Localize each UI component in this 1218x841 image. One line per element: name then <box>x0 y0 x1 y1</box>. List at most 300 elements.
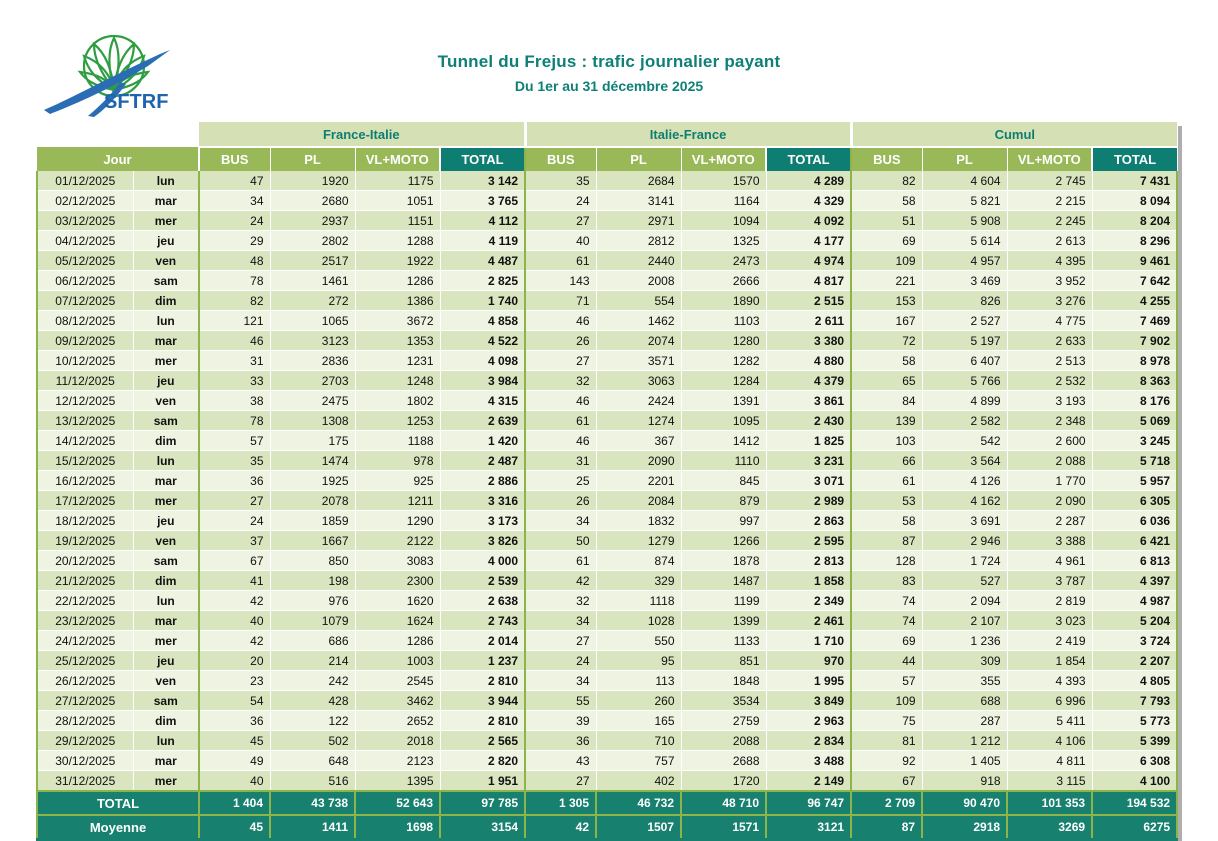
value-cell: 6 813 <box>1092 551 1177 571</box>
value-cell: 1 212 <box>922 731 1007 751</box>
day-cell: lun <box>133 731 199 751</box>
value-cell: 57 <box>851 671 922 691</box>
group-header-row <box>37 122 1177 147</box>
value-cell: 978 <box>355 451 440 471</box>
value-cell: 8 296 <box>1092 231 1177 251</box>
value-cell: 27 <box>525 211 596 231</box>
day-cell: dim <box>133 291 199 311</box>
value-cell: 9 461 <box>1092 251 1177 271</box>
logo-text: SFTRF <box>104 91 169 113</box>
value-cell: 7 902 <box>1092 331 1177 351</box>
value-cell: 402 <box>596 771 681 792</box>
value-cell: 1 405 <box>922 751 1007 771</box>
value-cell: 32 <box>525 371 596 391</box>
value-cell: 3 115 <box>1007 771 1092 792</box>
total-row <box>37 791 1177 815</box>
value-cell: 109 <box>851 251 922 271</box>
total-row-value: 97 785 <box>440 791 525 815</box>
value-cell: 1028 <box>596 611 681 631</box>
value-cell: 2 532 <box>1007 371 1092 391</box>
value-cell: 1325 <box>681 231 766 251</box>
page-subtitle: Du 1er au 31 décembre 2025 <box>514 78 704 94</box>
value-cell: 879 <box>681 491 766 511</box>
value-cell: 4 395 <box>1007 251 1092 271</box>
value-cell: 2 348 <box>1007 411 1092 431</box>
date-cell: 05/12/2025 <box>37 251 133 271</box>
value-cell: 845 <box>681 471 766 491</box>
value-cell: 3 984 <box>440 371 525 391</box>
value-cell: 874 <box>596 551 681 571</box>
value-cell: 2 810 <box>440 671 525 691</box>
mean-row-value: 1507 <box>596 815 681 840</box>
value-cell: 925 <box>355 471 440 491</box>
value-cell: 1878 <box>681 551 766 571</box>
mean-row-value: 42 <box>525 815 596 840</box>
value-cell: 2 487 <box>440 451 525 471</box>
value-cell: 1279 <box>596 531 681 551</box>
value-cell: 1353 <box>355 331 440 351</box>
table-row <box>37 311 1177 331</box>
value-cell: 2 863 <box>766 511 851 531</box>
value-cell: 918 <box>922 771 1007 792</box>
value-cell: 4 522 <box>440 331 525 351</box>
value-cell: 67 <box>199 551 270 571</box>
value-cell: 5 614 <box>922 231 1007 251</box>
value-cell: 1118 <box>596 591 681 611</box>
table-row <box>37 531 1177 551</box>
value-cell: 2 638 <box>440 591 525 611</box>
value-cell: 2680 <box>270 191 355 211</box>
sftrf-logo <box>42 28 192 118</box>
value-cell: 970 <box>766 651 851 671</box>
value-cell: 1 420 <box>440 431 525 451</box>
col-header-pl: PL <box>922 147 1007 171</box>
value-cell: 65 <box>851 371 922 391</box>
value-cell: 7 431 <box>1092 171 1177 191</box>
value-cell: 7 793 <box>1092 691 1177 711</box>
table-row <box>37 771 1177 792</box>
value-cell: 42 <box>199 591 270 611</box>
value-cell: 3123 <box>270 331 355 351</box>
value-cell: 1412 <box>681 431 766 451</box>
value-cell: 2 595 <box>766 531 851 551</box>
value-cell: 221 <box>851 271 922 291</box>
value-cell: 5 821 <box>922 191 1007 211</box>
value-cell: 1848 <box>681 671 766 691</box>
date-cell: 27/12/2025 <box>37 691 133 711</box>
value-cell: 2 215 <box>1007 191 1092 211</box>
value-cell: 1164 <box>681 191 766 211</box>
value-cell: 83 <box>851 571 922 591</box>
date-cell: 08/12/2025 <box>37 311 133 331</box>
value-cell: 2300 <box>355 571 440 591</box>
value-cell: 1570 <box>681 171 766 191</box>
value-cell: 5 197 <box>922 331 1007 351</box>
value-cell: 7 642 <box>1092 271 1177 291</box>
value-cell: 5 766 <box>922 371 1007 391</box>
value-cell: 1859 <box>270 511 355 531</box>
total-row-value: 1 305 <box>525 791 596 815</box>
value-cell: 2 107 <box>922 611 1007 631</box>
value-cell: 2 613 <box>1007 231 1092 251</box>
value-cell: 26 <box>525 491 596 511</box>
value-cell: 2836 <box>270 351 355 371</box>
value-cell: 1386 <box>355 291 440 311</box>
date-cell: 16/12/2025 <box>37 471 133 491</box>
col-header-vl-moto: VL+MOTO <box>1007 147 1092 171</box>
value-cell: 42 <box>199 631 270 651</box>
value-cell: 4 393 <box>1007 671 1092 691</box>
value-cell: 686 <box>270 631 355 651</box>
value-cell: 50 <box>525 531 596 551</box>
corner-cell <box>37 122 199 147</box>
value-cell: 688 <box>922 691 1007 711</box>
value-cell: 2088 <box>681 731 766 751</box>
value-cell: 69 <box>851 631 922 651</box>
value-cell: 4 487 <box>440 251 525 271</box>
value-cell: 1391 <box>681 391 766 411</box>
value-cell: 4 974 <box>766 251 851 271</box>
table-row <box>37 411 1177 431</box>
value-cell: 4 987 <box>1092 591 1177 611</box>
value-cell: 550 <box>596 631 681 651</box>
value-cell: 46 <box>525 391 596 411</box>
value-cell: 67 <box>851 771 922 792</box>
value-cell: 1 740 <box>440 291 525 311</box>
value-cell: 1274 <box>596 411 681 431</box>
value-cell: 75 <box>851 711 922 731</box>
date-cell: 14/12/2025 <box>37 431 133 451</box>
value-cell: 2123 <box>355 751 440 771</box>
table-row <box>37 611 1177 631</box>
table-footer <box>37 791 1177 840</box>
value-cell: 8 363 <box>1092 371 1177 391</box>
day-cell: mar <box>133 331 199 351</box>
value-cell: 51 <box>851 211 922 231</box>
value-cell: 1065 <box>270 311 355 331</box>
value-cell: 1286 <box>355 631 440 651</box>
date-cell: 20/12/2025 <box>37 551 133 571</box>
value-cell: 1095 <box>681 411 766 431</box>
value-cell: 1 236 <box>922 631 1007 651</box>
value-cell: 2 810 <box>440 711 525 731</box>
value-cell: 1890 <box>681 291 766 311</box>
value-cell: 37 <box>199 531 270 551</box>
value-cell: 1003 <box>355 651 440 671</box>
col-header-total: TOTAL <box>440 147 525 171</box>
value-cell: 2 611 <box>766 311 851 331</box>
day-cell: mer <box>133 491 199 511</box>
value-cell: 2 989 <box>766 491 851 511</box>
value-cell: 32 <box>525 591 596 611</box>
value-cell: 2 513 <box>1007 351 1092 371</box>
mean-row-value: 45 <box>199 815 270 840</box>
value-cell: 4 112 <box>440 211 525 231</box>
value-cell: 55 <box>525 691 596 711</box>
value-cell: 24 <box>199 511 270 531</box>
value-cell: 1199 <box>681 591 766 611</box>
day-cell: ven <box>133 531 199 551</box>
table-row <box>37 391 1177 411</box>
day-cell: mer <box>133 631 199 651</box>
value-cell: 153 <box>851 291 922 311</box>
value-cell: 1282 <box>681 351 766 371</box>
value-cell: 1308 <box>270 411 355 431</box>
value-cell: 3 849 <box>766 691 851 711</box>
value-cell: 527 <box>922 571 1007 591</box>
value-cell: 4 604 <box>922 171 1007 191</box>
value-cell: 1474 <box>270 451 355 471</box>
value-cell: 71 <box>525 291 596 311</box>
date-cell: 26/12/2025 <box>37 671 133 691</box>
value-cell: 2 207 <box>1092 651 1177 671</box>
value-cell: 3 388 <box>1007 531 1092 551</box>
value-cell: 2 430 <box>766 411 851 431</box>
group-header-france-italie: France-Italie <box>199 122 525 147</box>
value-cell: 5 399 <box>1092 731 1177 751</box>
table-row <box>37 471 1177 491</box>
value-cell: 1461 <box>270 271 355 291</box>
table-row <box>37 331 1177 351</box>
total-row-value: 2 709 <box>851 791 922 815</box>
value-cell: 38 <box>199 391 270 411</box>
value-cell: 175 <box>270 431 355 451</box>
value-cell: 3462 <box>355 691 440 711</box>
day-cell: ven <box>133 671 199 691</box>
value-cell: 3672 <box>355 311 440 331</box>
value-cell: 1248 <box>355 371 440 391</box>
value-cell: 1290 <box>355 511 440 531</box>
day-cell: sam <box>133 411 199 431</box>
day-cell: ven <box>133 251 199 271</box>
value-cell: 84 <box>851 391 922 411</box>
value-cell: 6 421 <box>1092 531 1177 551</box>
value-cell: 24 <box>525 191 596 211</box>
value-cell: 8 978 <box>1092 351 1177 371</box>
value-cell: 49 <box>199 751 270 771</box>
value-cell: 355 <box>922 671 1007 691</box>
value-cell: 4 162 <box>922 491 1007 511</box>
value-cell: 2018 <box>355 731 440 751</box>
value-cell: 3 826 <box>440 531 525 551</box>
value-cell: 2 419 <box>1007 631 1092 651</box>
value-cell: 2122 <box>355 531 440 551</box>
value-cell: 2074 <box>596 331 681 351</box>
table-row <box>37 591 1177 611</box>
value-cell: 1 770 <box>1007 471 1092 491</box>
value-cell: 4 811 <box>1007 751 1092 771</box>
value-cell: 4 961 <box>1007 551 1092 571</box>
value-cell: 2008 <box>596 271 681 291</box>
mean-row <box>37 815 1177 840</box>
value-cell: 35 <box>525 171 596 191</box>
value-cell: 1462 <box>596 311 681 331</box>
value-cell: 1832 <box>596 511 681 531</box>
date-cell: 22/12/2025 <box>37 591 133 611</box>
value-cell: 27 <box>525 771 596 792</box>
group-header-italie-france: Italie-France <box>525 122 851 147</box>
col-header-pl: PL <box>596 147 681 171</box>
table-row <box>37 511 1177 531</box>
col-header-bus: BUS <box>525 147 596 171</box>
value-cell: 82 <box>851 171 922 191</box>
value-cell: 6 407 <box>922 351 1007 371</box>
value-cell: 34 <box>199 191 270 211</box>
date-cell: 23/12/2025 <box>37 611 133 631</box>
mean-row-value: 1698 <box>355 815 440 840</box>
value-cell: 58 <box>851 351 922 371</box>
value-cell: 41 <box>199 571 270 591</box>
value-cell: 34 <box>525 511 596 531</box>
value-cell: 4 177 <box>766 231 851 251</box>
date-cell: 24/12/2025 <box>37 631 133 651</box>
value-cell: 4 858 <box>440 311 525 331</box>
value-cell: 2201 <box>596 471 681 491</box>
total-row-label: TOTAL <box>37 791 199 815</box>
value-cell: 997 <box>681 511 766 531</box>
table-row <box>37 351 1177 371</box>
date-cell: 13/12/2025 <box>37 411 133 431</box>
value-cell: 1 995 <box>766 671 851 691</box>
value-cell: 5 908 <box>922 211 1007 231</box>
value-cell: 3 245 <box>1092 431 1177 451</box>
day-cell: jeu <box>133 511 199 531</box>
table-row <box>37 751 1177 771</box>
value-cell: 109 <box>851 691 922 711</box>
value-cell: 2 461 <box>766 611 851 631</box>
value-cell: 502 <box>270 731 355 751</box>
value-cell: 850 <box>270 551 355 571</box>
value-cell: 3 316 <box>440 491 525 511</box>
date-cell: 25/12/2025 <box>37 651 133 671</box>
value-cell: 143 <box>525 271 596 291</box>
table-row <box>37 551 1177 571</box>
col-header-vl-moto: VL+MOTO <box>355 147 440 171</box>
value-cell: 20 <box>199 651 270 671</box>
value-cell: 61 <box>525 411 596 431</box>
value-cell: 1253 <box>355 411 440 431</box>
value-cell: 1231 <box>355 351 440 371</box>
value-cell: 710 <box>596 731 681 751</box>
table-row <box>37 451 1177 471</box>
value-cell: 121 <box>199 311 270 331</box>
value-cell: 2 245 <box>1007 211 1092 231</box>
group-header-cumul: Cumul <box>851 122 1177 147</box>
table-row <box>37 271 1177 291</box>
day-cell: sam <box>133 271 199 291</box>
value-cell: 1667 <box>270 531 355 551</box>
value-cell: 4 775 <box>1007 311 1092 331</box>
value-cell: 8 176 <box>1092 391 1177 411</box>
day-cell: ven <box>133 391 199 411</box>
value-cell: 122 <box>270 711 355 731</box>
value-cell: 61 <box>851 471 922 491</box>
value-cell: 39 <box>525 711 596 731</box>
table-body <box>37 171 1177 791</box>
value-cell: 103 <box>851 431 922 451</box>
value-cell: 4 119 <box>440 231 525 251</box>
value-cell: 42 <box>525 571 596 591</box>
value-cell: 287 <box>922 711 1007 731</box>
value-cell: 3 380 <box>766 331 851 351</box>
value-cell: 61 <box>525 551 596 571</box>
value-cell: 113 <box>596 671 681 691</box>
value-cell: 648 <box>270 751 355 771</box>
value-cell: 2971 <box>596 211 681 231</box>
table-row <box>37 371 1177 391</box>
value-cell: 1280 <box>681 331 766 351</box>
total-row-value: 101 353 <box>1007 791 1092 815</box>
value-cell: 4 092 <box>766 211 851 231</box>
value-cell: 1133 <box>681 631 766 651</box>
date-cell: 12/12/2025 <box>37 391 133 411</box>
value-cell: 2 090 <box>1007 491 1092 511</box>
value-cell: 2 963 <box>766 711 851 731</box>
value-cell: 5 069 <box>1092 411 1177 431</box>
value-cell: 66 <box>851 451 922 471</box>
value-cell: 2 149 <box>766 771 851 792</box>
value-cell: 1 724 <box>922 551 1007 571</box>
value-cell: 1051 <box>355 191 440 211</box>
value-cell: 1175 <box>355 171 440 191</box>
day-cell: mar <box>133 471 199 491</box>
value-cell: 2 014 <box>440 631 525 651</box>
table-row <box>37 211 1177 231</box>
value-cell: 3571 <box>596 351 681 371</box>
value-cell: 53 <box>851 491 922 511</box>
value-cell: 4 899 <box>922 391 1007 411</box>
value-cell: 826 <box>922 291 1007 311</box>
value-cell: 81 <box>851 731 922 751</box>
day-cell: sam <box>133 691 199 711</box>
table-row <box>37 491 1177 511</box>
value-cell: 4 379 <box>766 371 851 391</box>
mean-row-value: 6275 <box>1092 815 1177 840</box>
value-cell: 40 <box>525 231 596 251</box>
mean-row-value: 3154 <box>440 815 525 840</box>
value-cell: 27 <box>525 631 596 651</box>
value-cell: 139 <box>851 411 922 431</box>
value-cell: 2 088 <box>1007 451 1092 471</box>
date-cell: 17/12/2025 <box>37 491 133 511</box>
value-cell: 1110 <box>681 451 766 471</box>
col-header-bus: BUS <box>199 147 270 171</box>
value-cell: 48 <box>199 251 270 271</box>
value-cell: 1 854 <box>1007 651 1092 671</box>
col-header-total: TOTAL <box>1092 147 1177 171</box>
value-cell: 61 <box>525 251 596 271</box>
value-cell: 26 <box>525 331 596 351</box>
value-cell: 3534 <box>681 691 766 711</box>
day-cell: dim <box>133 431 199 451</box>
table-row <box>37 431 1177 451</box>
mean-row-value: 3121 <box>766 815 851 840</box>
value-cell: 3 469 <box>922 271 1007 291</box>
col-header-pl: PL <box>270 147 355 171</box>
value-cell: 1211 <box>355 491 440 511</box>
value-cell: 78 <box>199 411 270 431</box>
value-cell: 1399 <box>681 611 766 631</box>
day-cell: jeu <box>133 651 199 671</box>
value-cell: 4 255 <box>1092 291 1177 311</box>
value-cell: 35 <box>199 451 270 471</box>
value-cell: 4 106 <box>1007 731 1092 751</box>
value-cell: 45 <box>199 731 270 751</box>
value-cell: 198 <box>270 571 355 591</box>
value-cell: 33 <box>199 371 270 391</box>
table-row <box>37 171 1177 191</box>
mean-row-value: 3269 <box>1007 815 1092 840</box>
